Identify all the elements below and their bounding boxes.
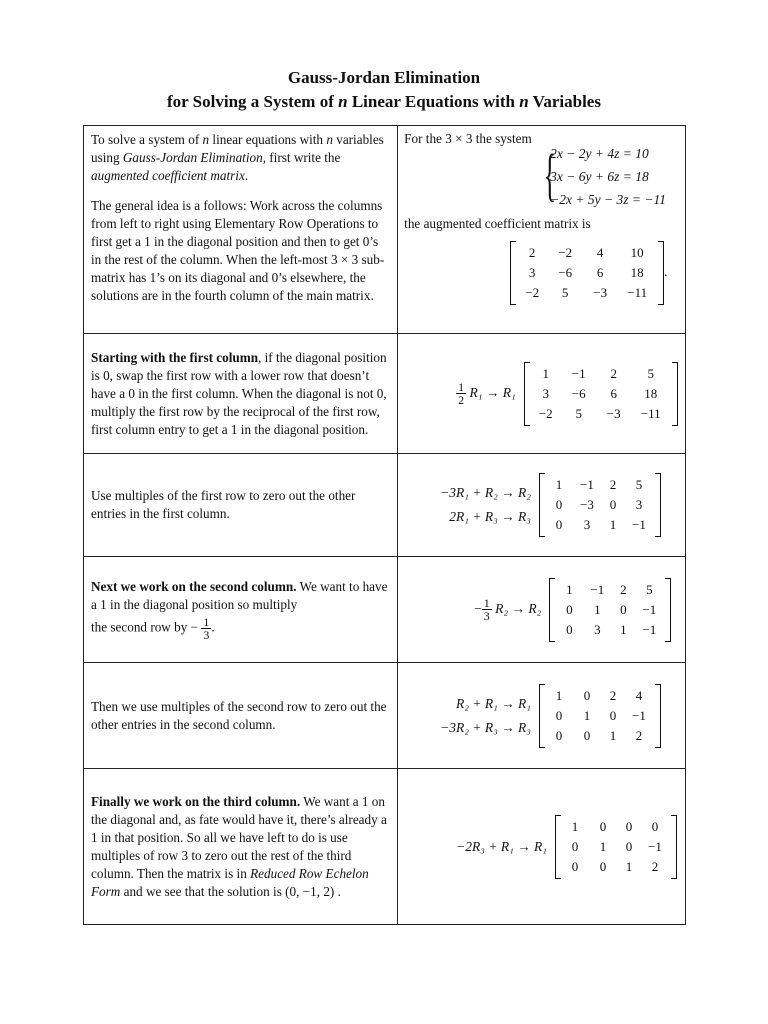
row-operations: R₂ + R₁ → R₁ −3R₂ + R₃ → R₃: [440, 695, 531, 735]
step-third-column-math: [398, 769, 686, 925]
row-operation: $\frac{1}{2}$ R₁ → R₁: [458, 380, 516, 408]
step-zero-first-column-math: [398, 454, 686, 557]
row-operations: −3R₁ + R₂ → R₂ 2R₁ + R₃ → R₃: [440, 485, 531, 524]
table-row: [84, 334, 686, 454]
step-zero-first-column-cell: Use multiples of the first row to zero out the other entries in the first column.: [84, 454, 398, 557]
step-third-column-cell: Finally we work on the third column. We want a 1 on the diagonal and, as fate would have it, there’s already a 1 in that position. So all we have left to do is use multiples of row 3 to zero out the rest of the third column. Then the matrix is in Reduced Row Echelon Form and we see that the solution is (0, −1, 2) .: [84, 769, 398, 925]
title-line-1: Gauss-Jordan Elimination: [287, 68, 481, 87]
title-line-2: for Solving a System of n Linear Equations with n Variables: [167, 92, 601, 111]
matrix: 1 0 2 4 0 1 0 −1 0 0 1 2: [539, 686, 661, 746]
step-zero-second-column-cell: Then we use multiples of the second row to zero out the other entries in the second column.: [84, 663, 398, 769]
augmented-matrix: 2 −2 4 10 3 −6 6 18 −2 5 −3 −11: [510, 243, 664, 303]
matrix: 1 −1 2 5 0 −3 0 3 0 3 1 −1: [539, 475, 661, 535]
equation: 3x − 6y + 6z = 18: [550, 169, 649, 184]
table-row: [84, 769, 686, 925]
step-second-column-math: [398, 557, 686, 663]
step-first-column-math: [398, 334, 686, 454]
equation-system: [542, 142, 666, 211]
step-first-column-cell: Starting with the first column, if the diagonal position is 0, swap the first row with a lower row that doesn’t have a 0 in the first column. When the diagonal is not 0, multiply the first row by the reciprocal of the first row, first column entry to get a 1 in the diagonal position.: [84, 334, 398, 454]
steps-table: [83, 125, 686, 925]
matrix: 1 −1 2 5 0 1 0 −1 0 3 1 −1: [549, 580, 671, 640]
table-row: [84, 663, 686, 769]
intro-explanation-cell: [84, 126, 398, 334]
step-second-column-cell: Next we work on the second column. We want to have a 1 in the diagonal position so multiply the second row by − $\frac{1}{3}$ .: [84, 557, 398, 663]
matrix: 1 0 0 0 0 1 0 −1 0 0 1 2: [555, 817, 677, 877]
equation: { 2x − 2y + 4z = 10: [550, 146, 649, 161]
row-operation: −2R₃ + R₁ → R₁: [456, 838, 547, 854]
example-system-cell: For the 3 × 3 the system { 2x − 2y + 4z = 10 3x − 6y + 6z = 18 −2x + 5y − 3z = −11 the augmented coefficient matrix is 2 −2 4 10 3 −6 6 18 −2 5 −3 −11 .: [398, 126, 686, 334]
matrix-caption: the augmented coefficient matrix is: [404, 216, 591, 231]
row-operation: − $\frac{1}{3}$ R₂ → R₂: [474, 596, 542, 624]
table-row: [84, 126, 686, 334]
table-row: [84, 454, 686, 557]
matrix: 1 −1 2 5 3 −6 6 18 −2 5 −3 −11: [524, 364, 678, 424]
table-row: [84, 557, 686, 663]
general-idea-paragraph: The general idea is a follows: Work across the columns from left to right using Elementary Row Operations to first get a 1 in the diagonal position and then to get 0’s in the rest of the column. When the left-most 3 × 3 sub-matrix has 1’s on its diagonal and 0’s elsewhere, the solutions are in the fourth column of the main matrix.: [91, 198, 385, 303]
step-zero-second-column-math: [398, 663, 686, 769]
equation: −2x + 5y − 3z = −11: [550, 192, 666, 207]
system-intro: For the 3 × 3 the system: [404, 131, 532, 146]
intro-paragraph: To solve a system of n linear equations with n variables using Gauss-Jordan Elimination, first write the augmented coefficient matrix.: [91, 132, 384, 183]
document-title: [0, 66, 768, 114]
